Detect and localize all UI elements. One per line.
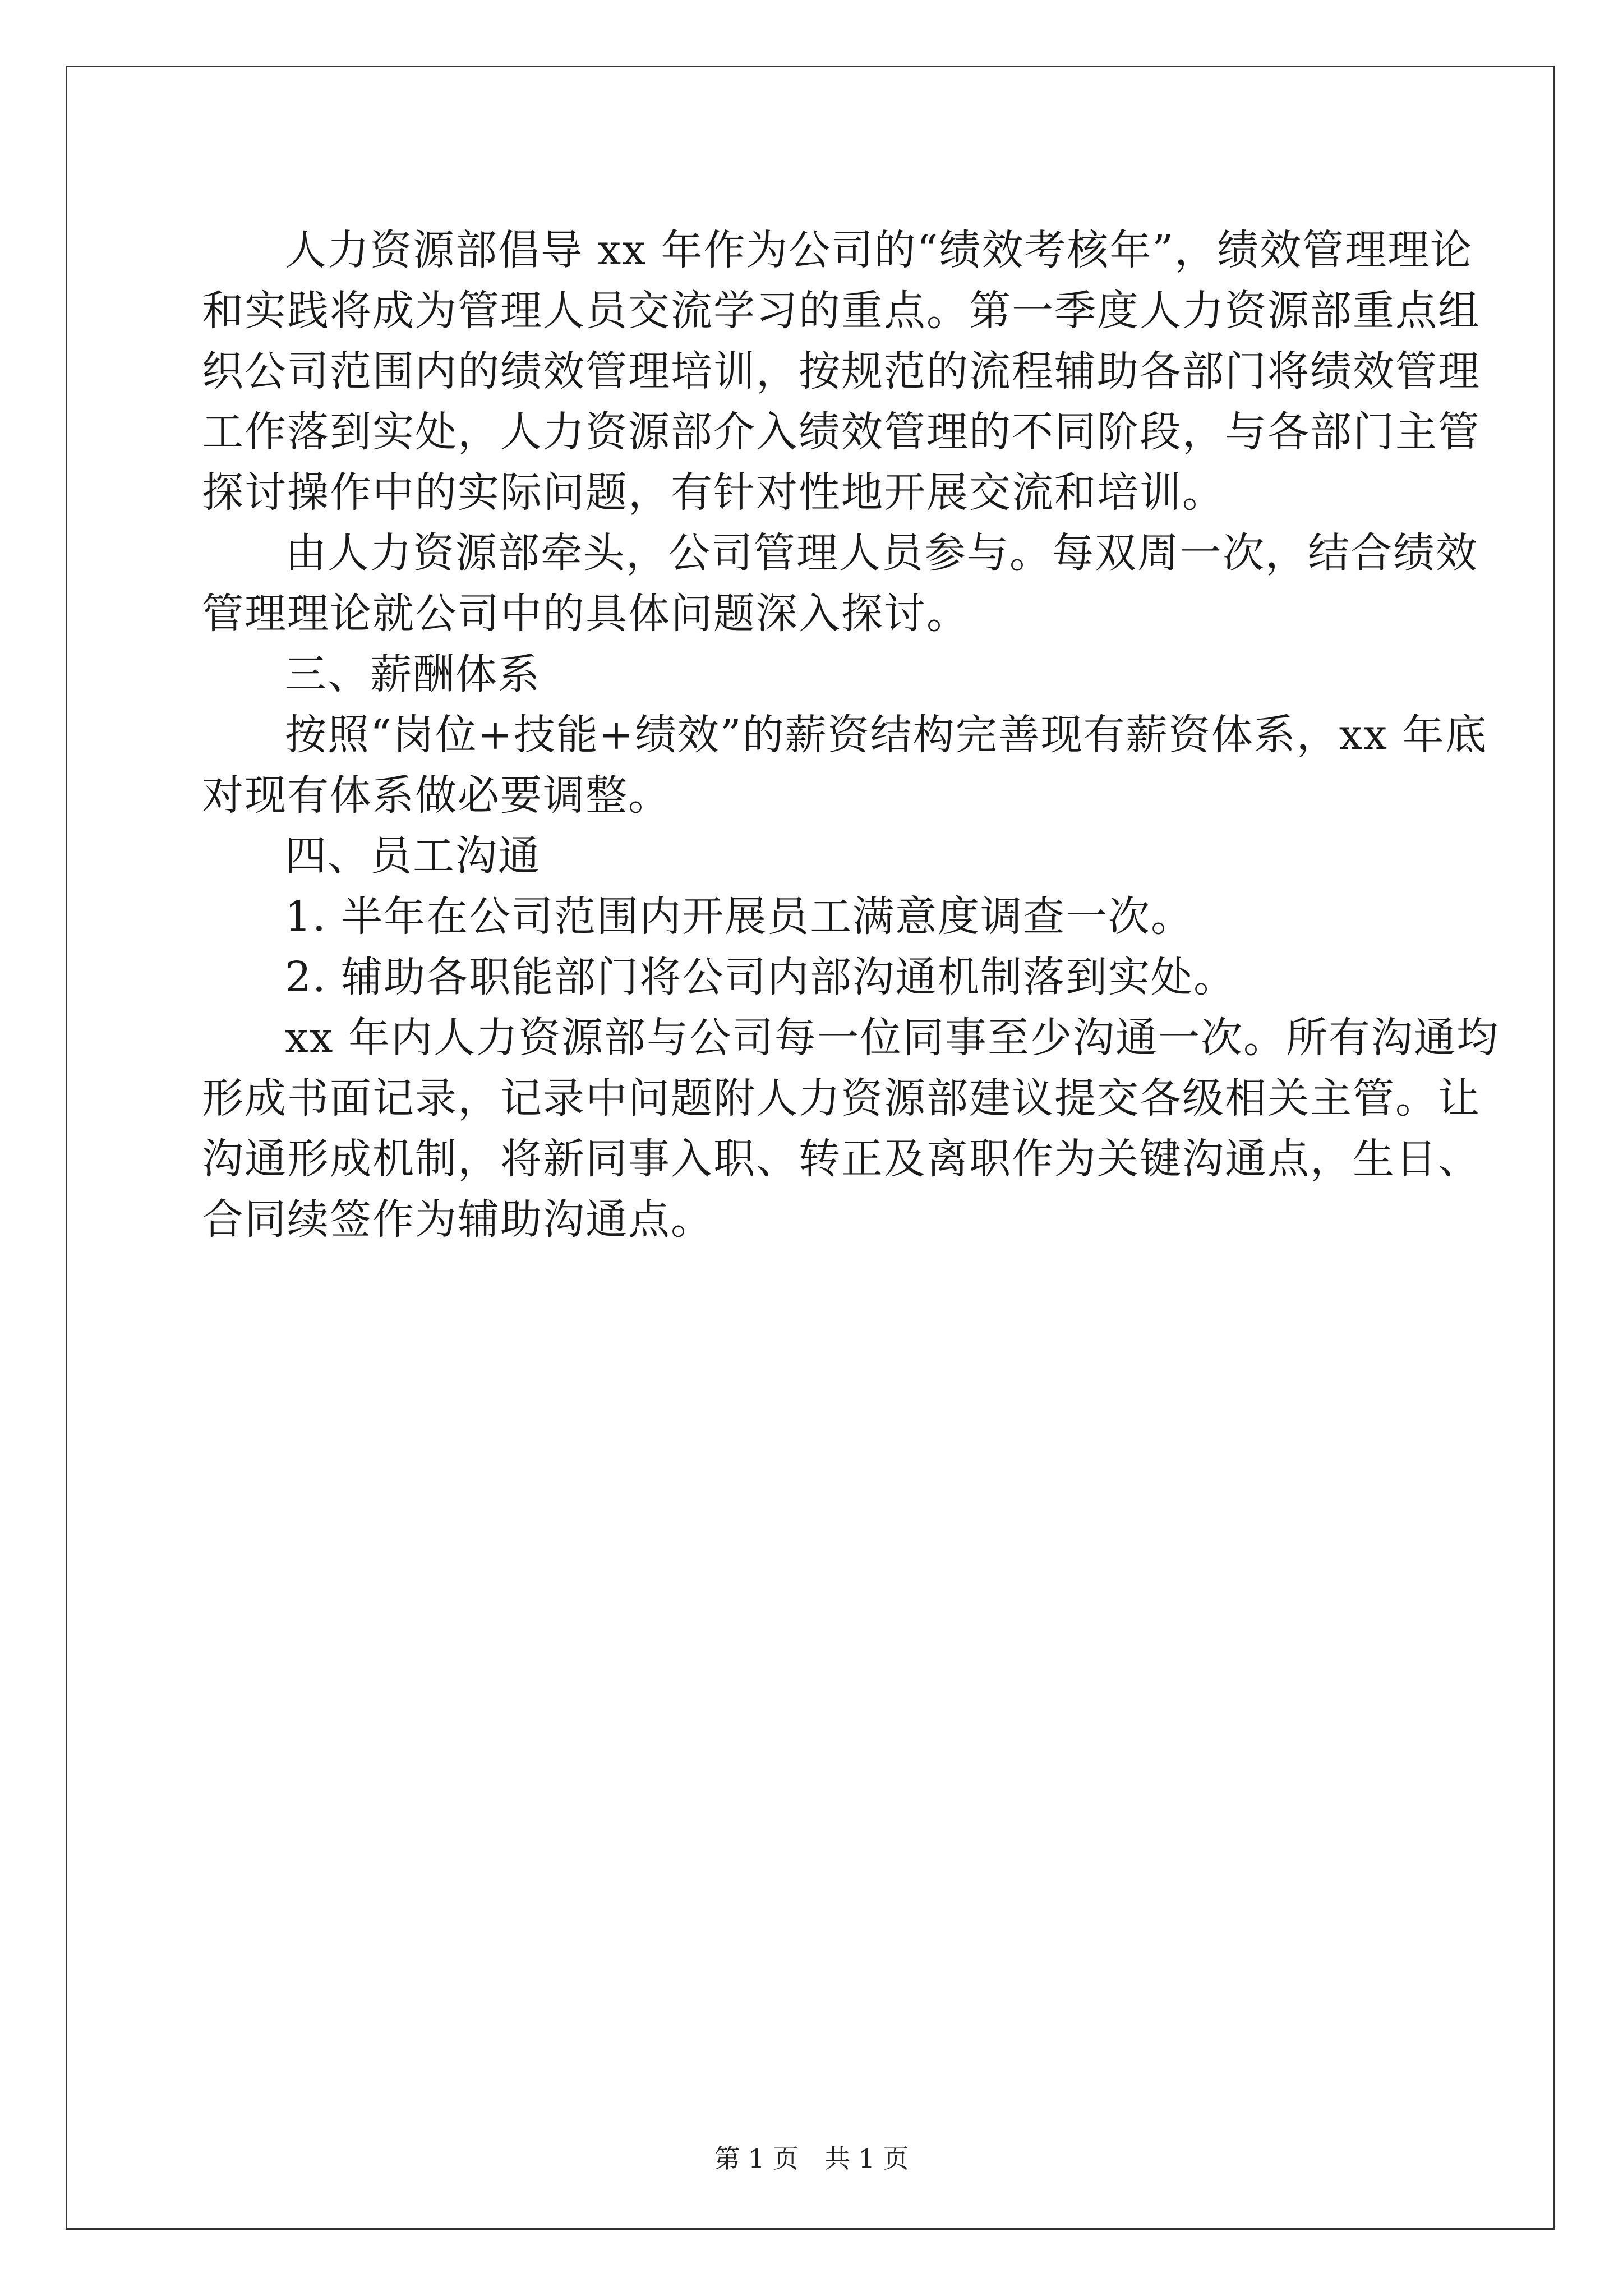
paragraph-line: 由人力资源部牵头，公司管理人员参与。每双周一次，结合绩效 <box>285 529 1478 577</box>
paragraph-line: 工作落到实处，人力资源部介入绩效管理的不同阶段，与各部门主管 <box>202 408 1481 456</box>
paragraph-line: 按照“岗位+技能+绩效”的薪资结构完善现有薪资体系，xx 年底 <box>285 711 1488 759</box>
paragraph-line: 探讨操作中的实际问题，有针对性地开展交流和培训。 <box>202 468 1225 517</box>
list-item-1: 1. 半年在公司范围内开展员工满意度调查一次。 <box>285 892 1194 941</box>
paragraph-line: xx 年内人力资源部与公司每一位同事至少沟通一次。所有沟通均 <box>285 1014 1499 1062</box>
paragraph-line: 沟通形成机制，将新同事入职、转正及离职作为关键沟通点，生日、 <box>202 1135 1481 1183</box>
document-body <box>202 220 1499 1250</box>
paragraph-line: 管理理论就公司中的具体问题深入探讨。 <box>202 590 969 638</box>
page-number-footer: 第 1 页 共 1 页 <box>714 2143 909 2174</box>
paragraph-line: 人力资源部倡导 xx 年作为公司的“绩效考核年”，绩效管理理论 <box>285 226 1473 274</box>
list-item-2: 2. 辅助各职能部门将公司内部沟通机制落到实处。 <box>285 953 1237 1001</box>
paragraph-line: 和实践将成为管理人员交流学习的重点。第一季度人力资源部重点组 <box>202 287 1481 335</box>
section-heading-communication: 四、员工沟通 <box>285 832 541 880</box>
paragraph-line: 织公司范围内的绩效管理培训，按规范的流程辅助各部门将绩效管理 <box>202 347 1481 395</box>
paragraph-line: 合同续签作为辅助沟通点。 <box>202 1195 713 1244</box>
paragraph-line: 形成书面记录，记录中问题附人力资源部建议提交各级相关主管。让 <box>202 1074 1481 1122</box>
paragraph-line: 对现有体系做必要调整。 <box>202 771 671 820</box>
section-heading-salary: 三、薪酬体系 <box>285 650 541 698</box>
